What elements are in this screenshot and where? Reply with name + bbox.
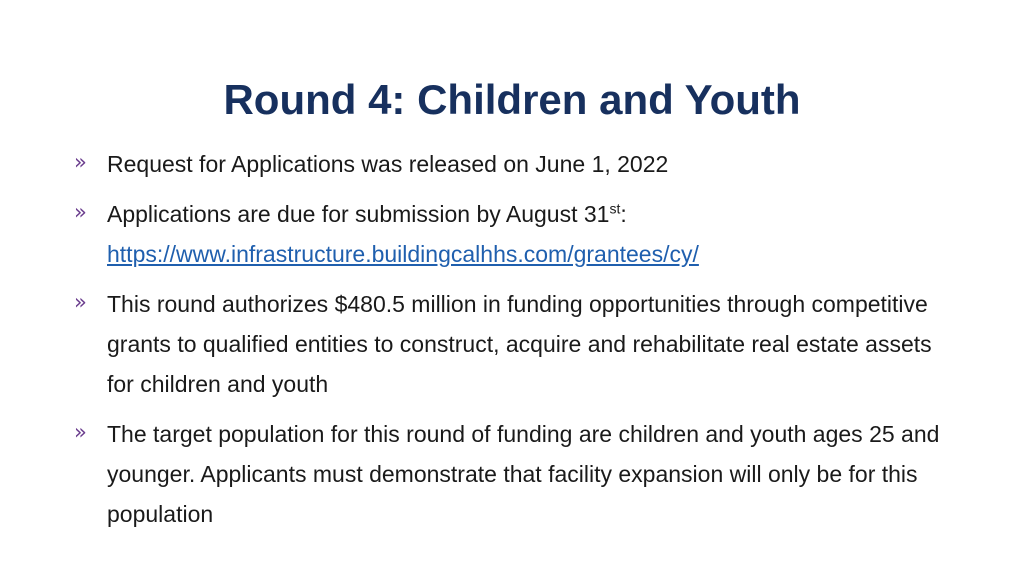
bullet-marker-icon: » bbox=[74, 200, 87, 224]
bullet-list bbox=[74, 144, 954, 544]
bullet-text: Applications are due for submission by August 31 bbox=[107, 201, 610, 227]
bullet-text: The target population for this round of funding are children and youth ages 25 and younger. Applicants must demonstrate that facility expansion will only be for this population bbox=[107, 421, 940, 527]
bullet-due-date bbox=[74, 194, 954, 274]
bullet-funding bbox=[74, 284, 954, 404]
bullet-marker-icon: » bbox=[74, 420, 87, 444]
bullet-colon: : bbox=[620, 201, 627, 227]
bullet-text: Request for Applications was released on June 1, 2022 bbox=[107, 151, 669, 177]
bullet-marker-icon: » bbox=[74, 290, 87, 314]
bullet-target-population bbox=[74, 414, 954, 534]
bullet-marker-icon: » bbox=[74, 150, 87, 174]
ordinal-suffix: st bbox=[609, 200, 621, 217]
slide-title: Round 4: Children and Youth bbox=[223, 76, 801, 123]
bullet-release-date bbox=[74, 144, 954, 184]
grantees-link[interactable]: https://www.infrastructure.buildingcalhhs.com/grantees/cy/ bbox=[107, 241, 699, 267]
bullet-text: This round authorizes $480.5 million in funding opportunities through competitive grants to qualified entities to construct, acquire and rehabilitate real estate assets for children and youth bbox=[107, 291, 932, 397]
